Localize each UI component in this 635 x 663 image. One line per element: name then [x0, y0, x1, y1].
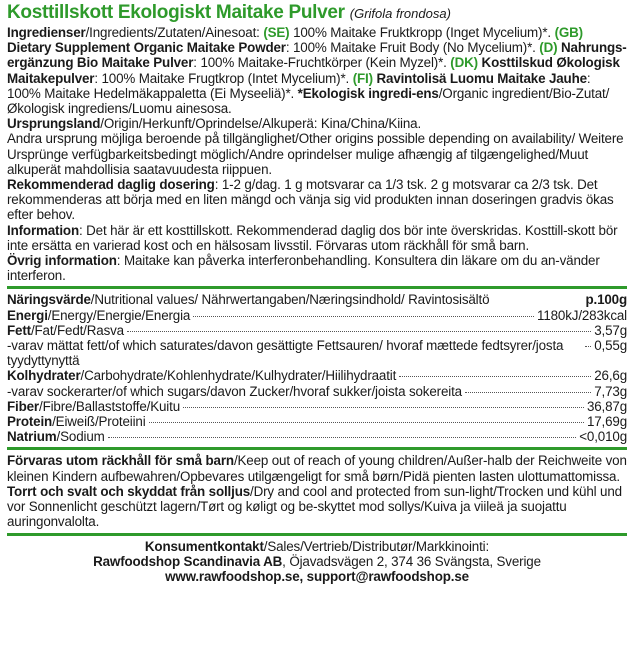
nutrient-primary-name: Energi [7, 307, 48, 323]
nutrient-value: 26,6g [594, 368, 627, 384]
information-section [7, 223, 627, 253]
fi-ingredient-text: : 100% Maitake Hedelmäkappaletta (Ei Myseeliä)*. [7, 70, 591, 101]
ingredients-label: Ingredienser [7, 25, 86, 40]
product-title [7, 2, 627, 25]
nutrient-name [7, 338, 582, 368]
nutrient-translations: /Fibre/Ballaststoffe/Kuitu [39, 398, 180, 414]
d-product-name: Nahrungs-ergänzung Bio Maitake Pulver [7, 40, 627, 71]
nutrient-name [7, 368, 396, 383]
dosage-label: Rekommenderad daglig dosering [7, 177, 215, 193]
storage-section-1 [7, 453, 627, 483]
nutrient-translations: -varav mättat fett/of which saturates/davon gesättigte Fettsauren/ hvoraf mættede fedtsyrer/josta tyydyttynyttä [7, 338, 564, 369]
nutrient-translations: -varav sockerarter/of which sugars/davon Zucker/hvoraf sukker/joista sokereita [7, 383, 462, 399]
product-name: Kosttillskott Ekologiskt Maitake Pulver [7, 2, 345, 23]
nutrient-name [7, 399, 180, 414]
nutrition-row [7, 429, 627, 444]
nutrition-row [7, 338, 627, 368]
nutrition-row [7, 384, 627, 399]
nutrient-value: 1180kJ/283kcal [537, 307, 627, 323]
nutrient-name [7, 323, 124, 338]
per-100g: p.100g [585, 292, 627, 308]
divider-middle [7, 447, 627, 450]
gb-code: (GB) [554, 25, 583, 40]
dosage-text: : 1-2 g/dag. 1 g motsvarar ca 1/3 tsk. 2 g motsvarar ca 2/3 tsk. Det rekommenderas att börja med en liten mängd och vänja sig vid produkten innan doseringen gradvis ökas efter behov. [7, 177, 614, 223]
nutrient-primary-name: Fiber [7, 398, 39, 414]
nutrient-translations: /Fat/Fedt/Rasva [30, 322, 124, 338]
nutrient-name [7, 414, 146, 429]
origin-text: /Origin/Herkunft/Oprindelse/Alkuperä: Kina/China/Kiina. [100, 116, 422, 132]
nutrient-primary-name: Fett [7, 322, 31, 338]
contact-label-translations: /Sales/Vertrieb/Distributør/Markkinointi: [263, 538, 490, 554]
nutrient-primary-name: Kolhydrater [7, 368, 81, 384]
ingredients-section [7, 25, 627, 116]
divider-bottom [7, 533, 627, 536]
nutrition-row [7, 308, 627, 323]
contact-line-2 [7, 554, 627, 569]
company-name: Rawfoodshop Scandinavia AB [93, 553, 283, 569]
leader-dots [585, 346, 591, 347]
nutrient-value: 7,73g [594, 383, 627, 399]
email-link[interactable]: , support@rawfoodshop.se [299, 568, 469, 584]
nutrition-heading [7, 292, 489, 307]
information-label: Information [7, 222, 79, 238]
website-link[interactable]: www.rawfoodshop.se [165, 568, 300, 584]
origin-label: Ursprungsland [7, 116, 101, 132]
nutrition-label: Näringsvärde [7, 292, 91, 308]
nutrient-value: 36,87g [586, 398, 627, 414]
storage-text-children: /Keep out of reach of young children/Außer-halb der Reichweite von kleinen Kindern aufbewahren/Opbevares utilgængeligt for små børn/Pidä pienten lasten ulottumattomissa. [7, 453, 627, 484]
se-code: (SE) [263, 25, 290, 40]
nutrition-row [7, 414, 627, 429]
fi-product-name: Ravintolisä Luomu Maitake Jauhe [376, 70, 587, 86]
nutrition-row [7, 323, 627, 338]
nutrition-row [7, 368, 627, 383]
nutrient-name [7, 308, 190, 323]
divider-top [7, 286, 627, 289]
nutrient-translations: /Energy/Energie/Energia [47, 307, 191, 323]
dosage-section [7, 177, 627, 223]
leader-dots [193, 316, 534, 317]
nutrient-value: 3,57g [594, 322, 627, 338]
storage-text-dry: /Dry and cool and protected from sun-light/Trocken und kühl und vor Sonnenlicht geschützt lagern/Tørt og køligt og be-skyttet mod sollys/Kuiva ja viileä ja suojattu auringonvalolta. [7, 483, 622, 530]
d-ingredient-text: : 100% Maitake-Fruchtkörper (Kein Myzel)*. [193, 55, 447, 71]
nutrition-label-translations: /Nutritional values/ Nährwertangaben/Næringsindhold/ Ravintosisältö [90, 292, 490, 308]
nutrient-primary-name: Protein [7, 414, 53, 430]
contact-line-3 [7, 569, 627, 584]
storage-section-2 [7, 484, 627, 530]
nutrition-row [7, 399, 627, 414]
fi-code: (FI) [352, 70, 373, 86]
gb-ingredient-text: : 100% Maitake Fruit Body (No Mycelium)*. [285, 40, 536, 56]
se-ingredient-text: 100% Maitake Fruktkropp (Inget Mycelium)*. [293, 25, 551, 40]
leader-dots [127, 331, 591, 332]
nutrient-translations: /Eiweiß/Proteiini [52, 414, 146, 430]
latin-name: (Grifola frondosa) [349, 6, 451, 21]
dk-product-name: Kosttilskud Økologisk Maitakepulver [7, 55, 620, 86]
storage-label-dry: Torrt och svalt och skyddat från solljus [7, 483, 251, 499]
nutrition-rows [7, 308, 627, 445]
contact-section [7, 539, 627, 585]
origin-section [7, 116, 627, 131]
leader-dots [108, 437, 577, 438]
nutrient-translations: /Carbohydrate/Kohlenhydrate/Kulhydrater/Hiilihydraatit [80, 368, 397, 384]
nutrient-value: 17,69g [586, 414, 627, 430]
leader-dots [183, 407, 584, 408]
gb-product-name: Dietary Supplement Organic Maitake Powder [7, 40, 286, 56]
contact-line-1 [7, 539, 627, 554]
extra-info-text: : Maitake kan påverka interferonbehandling. Konsultera din läkare om du an-vänder interferon. [7, 253, 600, 284]
nutrient-primary-name: Natrium [7, 429, 57, 445]
origin-note: Andra ursprung möjliga beroende på tillgänglighet/Other origins possible depending on availability/ Weitere Ursprünge verfügbarkeitsbedingt möglich/Andre oprindelser mulige afhængig af tilgængelighed/Muut alkuperät mahdollisia saatavuudesta riippuen. [7, 131, 624, 177]
extra-info-section [7, 253, 627, 283]
extra-info-label: Övrig information [7, 253, 117, 269]
leader-dots [465, 392, 591, 393]
dk-code: (DK) [450, 55, 478, 71]
organic-note-translations: /Organic ingredient/Bio-Zutat/Økologisk ingrediens/Luomu ainesosa. [7, 85, 610, 117]
information-text: : Det här är ett kosttillskott. Rekommenderad daglig dos bör inte överskridas. Kosttill-skott bör inte ersätta en varierad kost och en hälsosam livsstil. Förvaras utom räckhåll för små barn. [7, 222, 618, 253]
ingredients-label-translations: /Ingredients/Zutaten/Ainesoat: [85, 25, 260, 40]
nutrient-translations: /Sodium [56, 429, 105, 445]
company-address: , Öjavadsvägen 2, 374 36 Svängsta, Sverige [282, 553, 541, 569]
leader-dots [149, 422, 584, 423]
leader-dots [399, 376, 591, 377]
nutrition-table [7, 292, 627, 444]
nutrient-value: <0,010g [579, 429, 627, 445]
nutrient-name [7, 429, 105, 444]
nutrient-value: 0,55g [594, 338, 627, 354]
dk-ingredient-text: : 100% Maitake Frugtkrop (Intet Mycelium)*. [94, 70, 350, 86]
nutrient-name [7, 384, 462, 399]
storage-label-children: Förvaras utom räckhåll för små barn [7, 453, 234, 469]
d-code: (D) [539, 40, 558, 56]
nutrition-header [7, 292, 627, 307]
organic-note-label: *Ekologisk ingredi-ens [297, 85, 439, 101]
contact-label: Konsumentkontakt [144, 538, 264, 554]
